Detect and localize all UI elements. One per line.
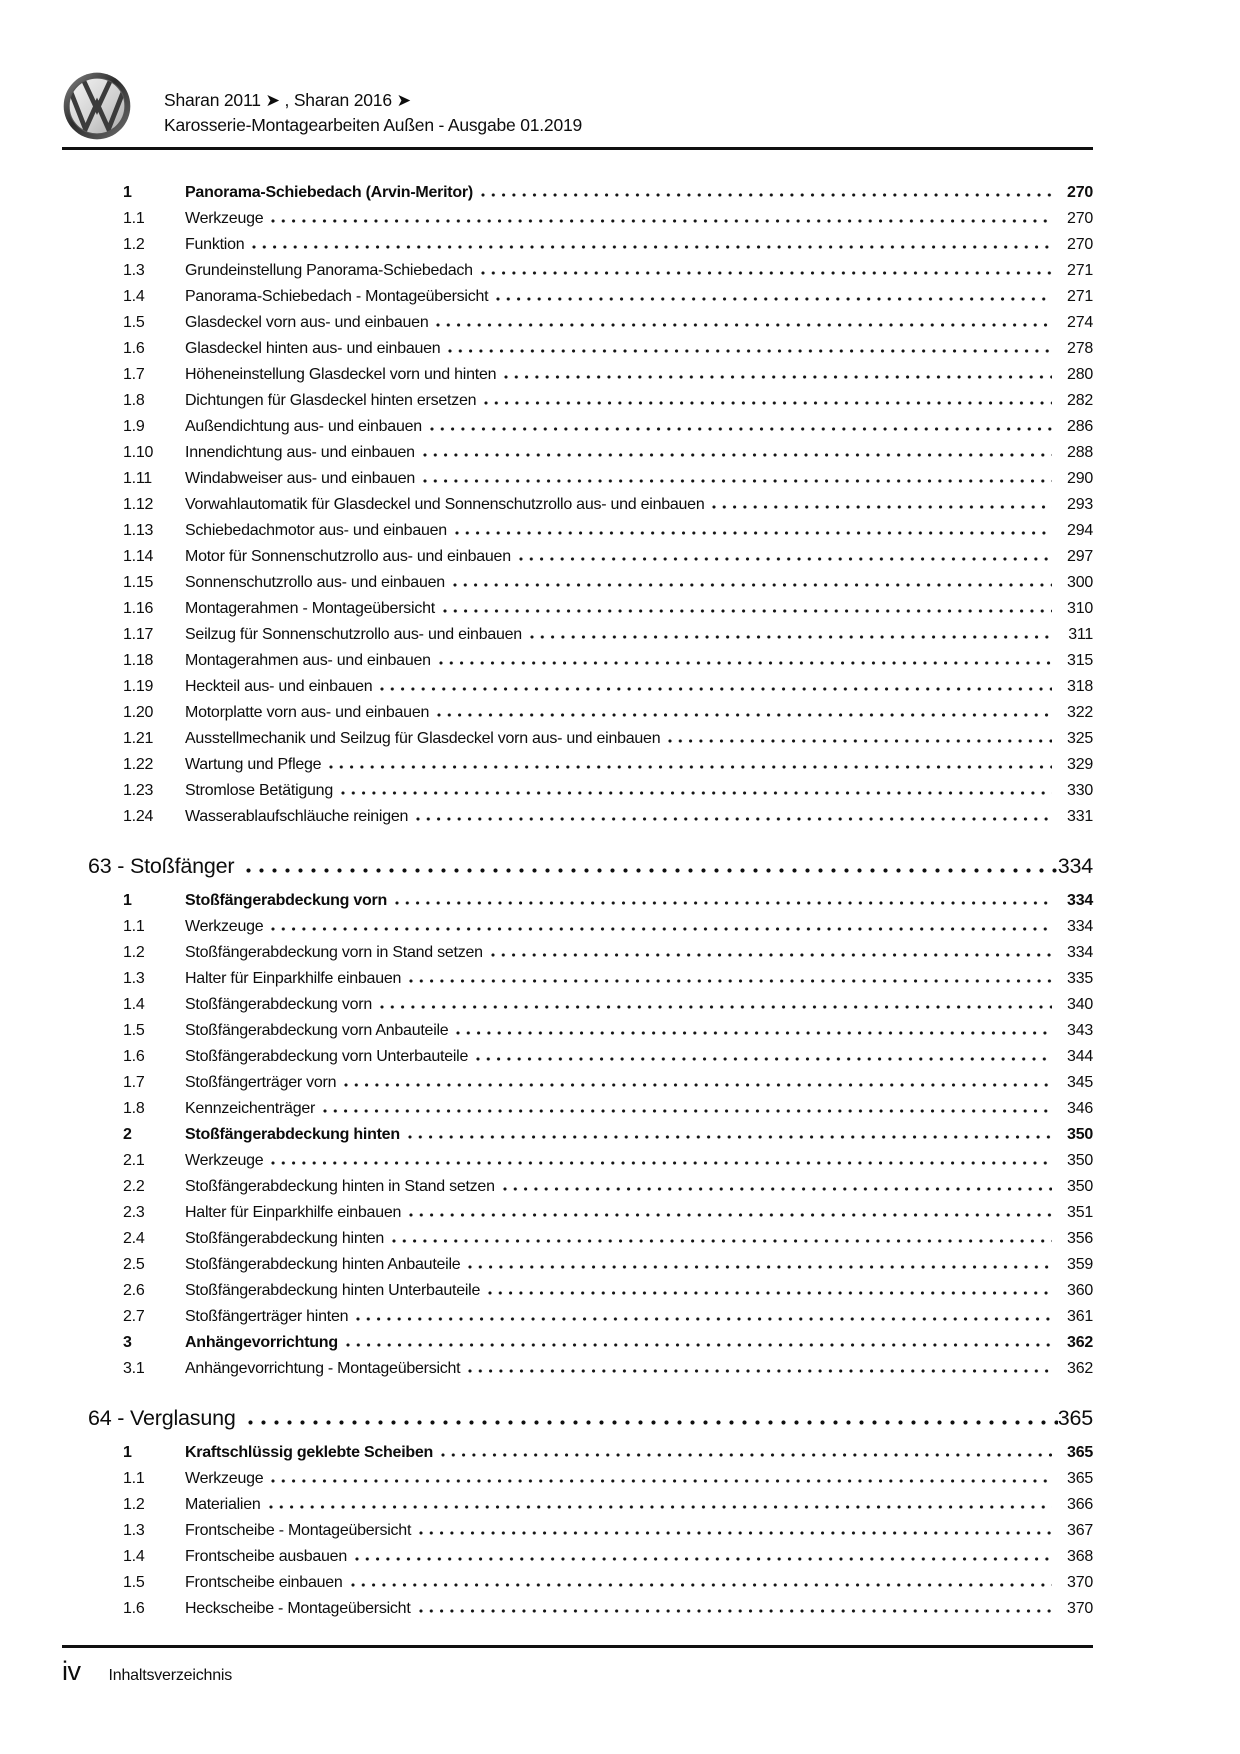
entry-number: 1.16 <box>123 600 154 617</box>
entry-number: 3.1 <box>123 1360 145 1377</box>
toc-entry-row <box>62 1496 1093 1522</box>
entry-title: Wartung und Pflege <box>185 756 322 773</box>
entry-number: 1.7 <box>123 1074 145 1091</box>
dot-leader <box>356 1317 1052 1321</box>
entry-title: Sonnenschutzrollo aus- und einbauen <box>185 574 445 591</box>
toc-entry-row <box>62 1282 1093 1308</box>
toc-entry-row <box>62 704 1093 730</box>
entry-title: Ausstellmechanik und Seilzug für Glasdeckel vorn aus- und einbauen <box>185 730 661 747</box>
entry-title: Anhängevorrichtung - Montageübersicht <box>185 1360 461 1377</box>
toc-entry-row <box>62 1178 1093 1204</box>
entry-page-number: 271 <box>1067 288 1093 305</box>
entry-page-number: 370 <box>1067 1574 1093 1591</box>
entry-number: 2.1 <box>123 1152 145 1169</box>
toc-entry-row <box>62 1100 1093 1126</box>
entry-title: Werkzeuge <box>185 1470 264 1487</box>
entry-title: Materialien <box>185 1496 261 1513</box>
entry-title: Halter für Einparkhilfe einbauen <box>185 970 402 987</box>
dot-leader <box>503 1187 1052 1191</box>
toc-entry-row <box>62 496 1093 522</box>
entry-page-number: 297 <box>1067 548 1093 565</box>
entry-page-number: 334 <box>1067 944 1093 961</box>
dot-leader <box>519 557 1052 561</box>
entry-title: Kennzeichenträger <box>185 1100 316 1117</box>
entry-number: 1 <box>123 184 132 201</box>
entry-title: Glasdeckel hinten aus- und einbauen <box>185 340 441 357</box>
entry-title: Stoßfängerabdeckung vorn <box>185 892 388 909</box>
dot-leader <box>408 1135 1052 1139</box>
toc-entry-row <box>62 522 1093 548</box>
entry-number: 1.24 <box>123 808 154 825</box>
entry-title: Stoßfängerträger hinten <box>185 1308 349 1325</box>
entry-page-number: 345 <box>1067 1074 1093 1091</box>
entry-number: 1.5 <box>123 1022 145 1039</box>
toc-entry-row <box>62 1126 1093 1152</box>
entry-page-number: 344 <box>1067 1048 1093 1065</box>
toc-entry-row <box>62 288 1093 314</box>
entry-number: 2 <box>123 1126 132 1143</box>
entry-page-number: 310 <box>1067 600 1093 617</box>
entry-page-number: 334 <box>1067 918 1093 935</box>
dot-leader <box>456 1031 1052 1035</box>
entry-number: 2.4 <box>123 1230 145 1247</box>
dot-leader <box>355 1557 1052 1561</box>
entry-number: 2.7 <box>123 1308 145 1325</box>
header-model-line: Sharan 2011 ➤ , Sharan 2016 ➤ <box>164 90 411 110</box>
entry-page-number: 329 <box>1067 756 1093 773</box>
entry-title: Innendichtung aus- und einbauen <box>185 444 415 461</box>
dot-leader <box>323 1109 1052 1113</box>
entry-page-number: 362 <box>1067 1360 1093 1377</box>
entry-page-number: 367 <box>1067 1522 1093 1539</box>
entry-title: Vorwahlautomatik für Glasdeckel und Sonnenschutzrollo aus- und einbauen <box>185 496 705 513</box>
entry-page-number: 335 <box>1067 970 1093 987</box>
dot-leader <box>419 1609 1052 1613</box>
entry-number: 1.6 <box>123 1048 145 1065</box>
entry-number: 1 <box>123 1444 132 1461</box>
dot-leader <box>481 193 1052 197</box>
chapter-page-number: 334 <box>1057 854 1093 878</box>
entry-page-number: 365 <box>1067 1444 1093 1461</box>
entry-number: 1.8 <box>123 392 145 409</box>
chapter-title: 64 - Verglasung <box>88 1406 236 1430</box>
toc-entry-row <box>62 1256 1093 1282</box>
entry-title: Kraftschlüssig geklebte Scheiben <box>185 1444 434 1461</box>
entry-title: Stoßfängerabdeckung hinten in Stand setzen <box>185 1178 495 1195</box>
entry-number: 1 <box>123 892 132 909</box>
entry-title: Werkzeuge <box>185 918 264 935</box>
entry-title: Panorama-Schiebedach (Arvin-Meritor) <box>185 184 473 201</box>
entry-title: Montagerahmen - Montageübersicht <box>185 600 435 617</box>
dot-leader <box>395 901 1052 905</box>
entry-page-number: 286 <box>1067 418 1093 435</box>
entry-number: 1.17 <box>123 626 154 643</box>
dot-leader <box>476 1057 1052 1061</box>
entry-number: 1.4 <box>123 1548 145 1565</box>
entry-page-number: 366 <box>1067 1496 1093 1513</box>
dot-leader <box>392 1239 1052 1243</box>
dot-leader <box>246 868 1057 873</box>
entry-page-number: 274 <box>1067 314 1093 331</box>
entry-number: 1.5 <box>123 1574 145 1591</box>
entry-title: Halter für Einparkhilfe einbauen <box>185 1204 402 1221</box>
entry-title: Grundeinstellung Panorama-Schiebedach <box>185 262 473 279</box>
toc-entry-row <box>62 1074 1093 1100</box>
page-header <box>62 76 1093 140</box>
dot-leader <box>484 401 1052 405</box>
entry-title: Motorplatte vorn aus- und einbauen <box>185 704 430 721</box>
toc-entry-row <box>62 1230 1093 1256</box>
entry-title: Stoßfängerabdeckung hinten Unterbauteile <box>185 1282 481 1299</box>
dot-leader <box>271 219 1052 223</box>
entry-number: 1.1 <box>123 210 145 227</box>
entry-page-number: 330 <box>1067 782 1093 799</box>
entry-title: Stoßfängerabdeckung vorn Anbauteile <box>185 1022 449 1039</box>
entry-number: 2.2 <box>123 1178 145 1195</box>
entry-title: Frontscheibe ausbauen <box>185 1548 347 1565</box>
entry-title: Stoßfängerabdeckung hinten Anbauteile <box>185 1256 461 1273</box>
entry-page-number: 290 <box>1067 470 1093 487</box>
entry-page-number: 311 <box>1068 626 1093 643</box>
dot-leader <box>448 349 1052 353</box>
dot-leader <box>712 505 1052 509</box>
entry-title: Stromlose Betätigung <box>185 782 333 799</box>
entry-number: 3 <box>123 1334 132 1351</box>
entry-number: 1.2 <box>123 944 145 961</box>
dot-leader <box>271 1161 1052 1165</box>
dot-leader <box>351 1583 1052 1587</box>
dot-leader <box>437 713 1052 717</box>
table-of-contents <box>62 184 1093 1626</box>
entry-page-number: 362 <box>1067 1334 1093 1351</box>
entry-title: Seilzug für Sonnenschutzrollo aus- und einbauen <box>185 626 522 643</box>
entry-page-number: 300 <box>1067 574 1093 591</box>
header-divider <box>62 147 1093 150</box>
toc-entry-row <box>62 366 1093 392</box>
entry-title: Höheneinstellung Glasdeckel vorn und hinten <box>185 366 497 383</box>
entry-title: Anhängevorrichtung <box>185 1334 338 1351</box>
entry-page-number: 315 <box>1067 652 1093 669</box>
entry-number: 2.6 <box>123 1282 145 1299</box>
toc-entry-row <box>62 1522 1093 1548</box>
toc-entry-row <box>62 756 1093 782</box>
toc-entry-row <box>62 548 1093 574</box>
header-doc-line: Karosserie-Montagearbeiten Außen - Ausgabe 01.2019 <box>164 115 583 135</box>
toc-entry-row <box>62 600 1093 626</box>
page-footer <box>62 1645 1093 1687</box>
entry-number: 1.6 <box>123 340 145 357</box>
toc-entry-row <box>62 574 1093 600</box>
entry-title: Motor für Sonnenschutzrollo aus- und einbauen <box>185 548 511 565</box>
entry-page-number: 368 <box>1067 1548 1093 1565</box>
entry-title: Stoßfängerträger vorn <box>185 1074 337 1091</box>
toc-entry-row <box>62 444 1093 470</box>
dot-leader <box>491 953 1052 957</box>
entry-page-number: 360 <box>1067 1282 1093 1299</box>
toc-entry-row <box>62 1574 1093 1600</box>
entry-title: Glasdeckel vorn aus- und einbauen <box>185 314 429 331</box>
entry-number: 1.1 <box>123 1470 145 1487</box>
entry-title: Werkzeuge <box>185 210 264 227</box>
entry-number: 1.3 <box>123 1522 145 1539</box>
entry-page-number: 322 <box>1067 704 1093 721</box>
toc-entry-row <box>62 652 1093 678</box>
toc-chapter-row <box>62 1406 1093 1438</box>
entry-page-number: 365 <box>1067 1470 1093 1487</box>
entry-title: Stoßfängerabdeckung vorn Unterbauteile <box>185 1048 469 1065</box>
entry-number: 1.10 <box>123 444 154 461</box>
toc-entry-row <box>62 626 1093 652</box>
dot-leader <box>668 739 1052 743</box>
entry-title: Stoßfängerabdeckung vorn <box>185 996 373 1013</box>
toc-entry-row <box>62 1204 1093 1230</box>
entry-page-number: 270 <box>1067 184 1093 201</box>
dot-leader <box>344 1083 1052 1087</box>
entry-page-number: 282 <box>1067 392 1093 409</box>
dot-leader <box>496 297 1052 301</box>
entry-page-number: 294 <box>1067 522 1093 539</box>
dot-leader <box>271 927 1052 931</box>
entry-page-number: 331 <box>1067 808 1093 825</box>
toc-entry-row <box>62 996 1093 1022</box>
toc-entry-row <box>62 782 1093 808</box>
dot-leader <box>468 1265 1052 1269</box>
entry-number: 1.2 <box>123 236 145 253</box>
entry-page-number: 343 <box>1067 1022 1093 1039</box>
dot-leader <box>481 271 1052 275</box>
entry-page-number: 359 <box>1067 1256 1093 1273</box>
dot-leader <box>530 635 1052 639</box>
dot-leader <box>416 817 1052 821</box>
dot-leader <box>504 375 1052 379</box>
toc-entry-row <box>62 1548 1093 1574</box>
entry-page-number: 334 <box>1067 892 1093 909</box>
toc-entry-row <box>62 1444 1093 1470</box>
entry-title: Werkzeuge <box>185 1152 264 1169</box>
dot-leader <box>430 427 1052 431</box>
vw-logo-icon <box>62 72 132 140</box>
entry-number: 2.3 <box>123 1204 145 1221</box>
entry-page-number: 351 <box>1067 1204 1093 1221</box>
entry-title: Panorama-Schiebedach - Montageübersicht <box>185 288 489 305</box>
dot-leader <box>271 1479 1052 1483</box>
toc-entry-row <box>62 730 1093 756</box>
dot-leader <box>252 245 1052 249</box>
entry-number: 1.1 <box>123 918 145 935</box>
dot-leader <box>488 1291 1052 1295</box>
entry-page-number: 271 <box>1067 262 1093 279</box>
chapter-page-number: 365 <box>1057 1406 1093 1430</box>
dot-leader <box>441 1453 1052 1457</box>
entry-page-number: 270 <box>1067 236 1093 253</box>
toc-entry-row <box>62 892 1093 918</box>
toc-entry-row <box>62 678 1093 704</box>
dot-leader <box>453 583 1052 587</box>
entry-number: 1.19 <box>123 678 154 695</box>
entry-number: 1.7 <box>123 366 145 383</box>
entry-number: 1.8 <box>123 1100 145 1117</box>
dot-leader <box>423 479 1052 483</box>
entry-page-number: 278 <box>1067 340 1093 357</box>
entry-page-number: 293 <box>1067 496 1093 513</box>
toc-entry-row <box>62 418 1093 444</box>
dot-leader <box>419 1531 1052 1535</box>
entry-page-number: 340 <box>1067 996 1093 1013</box>
chapter-title: 63 - Stoßfänger <box>88 854 235 878</box>
dot-leader <box>443 609 1052 613</box>
toc-entry-row <box>62 210 1093 236</box>
entry-number: 1.23 <box>123 782 154 799</box>
toc-entry-row <box>62 340 1093 366</box>
entry-title: Wasserablaufschläuche reinigen <box>185 808 409 825</box>
entry-number: 1.11 <box>123 470 152 487</box>
entry-title: Funktion <box>185 236 245 253</box>
entry-number: 1.18 <box>123 652 154 669</box>
toc-entry-row <box>62 1360 1093 1386</box>
entry-page-number: 350 <box>1067 1152 1093 1169</box>
entry-title: Außendichtung aus- und einbauen <box>185 418 422 435</box>
entry-page-number: 346 <box>1067 1100 1093 1117</box>
entry-page-number: 318 <box>1067 678 1093 695</box>
dot-leader <box>341 791 1052 795</box>
toc-entry-row <box>62 262 1093 288</box>
entry-title: Dichtungen für Glasdeckel hinten ersetzen <box>185 392 477 409</box>
entry-number: 1.4 <box>123 996 145 1013</box>
entry-title: Stoßfängerabdeckung vorn in Stand setzen <box>185 944 483 961</box>
toc-entry-row <box>62 1152 1093 1178</box>
dot-leader <box>269 1505 1052 1509</box>
entry-number: 1.9 <box>123 418 145 435</box>
footer-page-number: iv <box>62 1656 81 1686</box>
dot-leader <box>409 979 1052 983</box>
entry-title: Frontscheibe einbauen <box>185 1574 343 1591</box>
entry-page-number: 370 <box>1067 1600 1093 1617</box>
toc-entry-row <box>62 1600 1093 1626</box>
dot-leader <box>248 1420 1058 1425</box>
entry-page-number: 270 <box>1067 210 1093 227</box>
entry-title: Frontscheibe - Montageübersicht <box>185 1522 412 1539</box>
dot-leader <box>439 661 1052 665</box>
toc-entry-row <box>62 808 1093 834</box>
toc-entry-row <box>62 470 1093 496</box>
toc-chapter-row <box>62 854 1093 886</box>
entry-page-number: 288 <box>1067 444 1093 461</box>
entry-number: 1.14 <box>123 548 154 565</box>
entry-title: Stoßfängerabdeckung hinten <box>185 1230 384 1247</box>
entry-page-number: 280 <box>1067 366 1093 383</box>
dot-leader <box>423 453 1052 457</box>
entry-title: Schiebedachmotor aus- und einbauen <box>185 522 447 539</box>
dot-leader <box>409 1213 1052 1217</box>
entry-number: 1.5 <box>123 314 145 331</box>
entry-page-number: 325 <box>1067 730 1093 747</box>
entry-number: 1.3 <box>123 262 145 279</box>
toc-entry-row <box>62 1308 1093 1334</box>
entry-number: 1.6 <box>123 1600 145 1617</box>
dot-leader <box>329 765 1052 769</box>
entry-page-number: 350 <box>1067 1178 1093 1195</box>
entry-number: 1.22 <box>123 756 154 773</box>
entry-page-number: 361 <box>1067 1308 1093 1325</box>
dot-leader <box>468 1369 1052 1373</box>
entry-number: 1.2 <box>123 1496 145 1513</box>
entry-number: 1.20 <box>123 704 154 721</box>
dot-leader <box>455 531 1052 535</box>
toc-entry-row <box>62 1470 1093 1496</box>
toc-entry-row <box>62 236 1093 262</box>
toc-entry-row <box>62 1022 1093 1048</box>
toc-entry-row <box>62 970 1093 996</box>
toc-entry-row <box>62 392 1093 418</box>
entry-page-number: 350 <box>1067 1126 1093 1143</box>
dot-leader <box>380 1005 1052 1009</box>
toc-entry-row <box>62 944 1093 970</box>
dot-leader <box>380 687 1052 691</box>
entry-number: 1.21 <box>123 730 154 747</box>
entry-number: 1.4 <box>123 288 145 305</box>
entry-title: Heckteil aus- und einbauen <box>185 678 373 695</box>
footer-divider <box>62 1645 1093 1648</box>
toc-entry-row <box>62 184 1093 210</box>
dot-leader <box>436 323 1052 327</box>
entry-title: Heckscheibe - Montageübersicht <box>185 1600 411 1617</box>
entry-title: Stoßfängerabdeckung hinten <box>185 1126 400 1143</box>
toc-entry-row <box>62 1048 1093 1074</box>
entry-title: Montagerahmen aus- und einbauen <box>185 652 431 669</box>
toc-entry-row <box>62 314 1093 340</box>
dot-leader <box>346 1343 1052 1347</box>
entry-title: Windabweiser aus- und einbauen <box>185 470 415 487</box>
entry-number: 1.12 <box>123 496 154 513</box>
entry-number: 1.3 <box>123 970 145 987</box>
entry-number: 1.13 <box>123 522 154 539</box>
entry-number: 2.5 <box>123 1256 145 1273</box>
toc-entry-row <box>62 1334 1093 1360</box>
entry-number: 1.15 <box>123 574 154 591</box>
toc-entry-row <box>62 918 1093 944</box>
entry-page-number: 356 <box>1067 1230 1093 1247</box>
footer-section-title: Inhaltsverzeichnis <box>108 1667 233 1684</box>
